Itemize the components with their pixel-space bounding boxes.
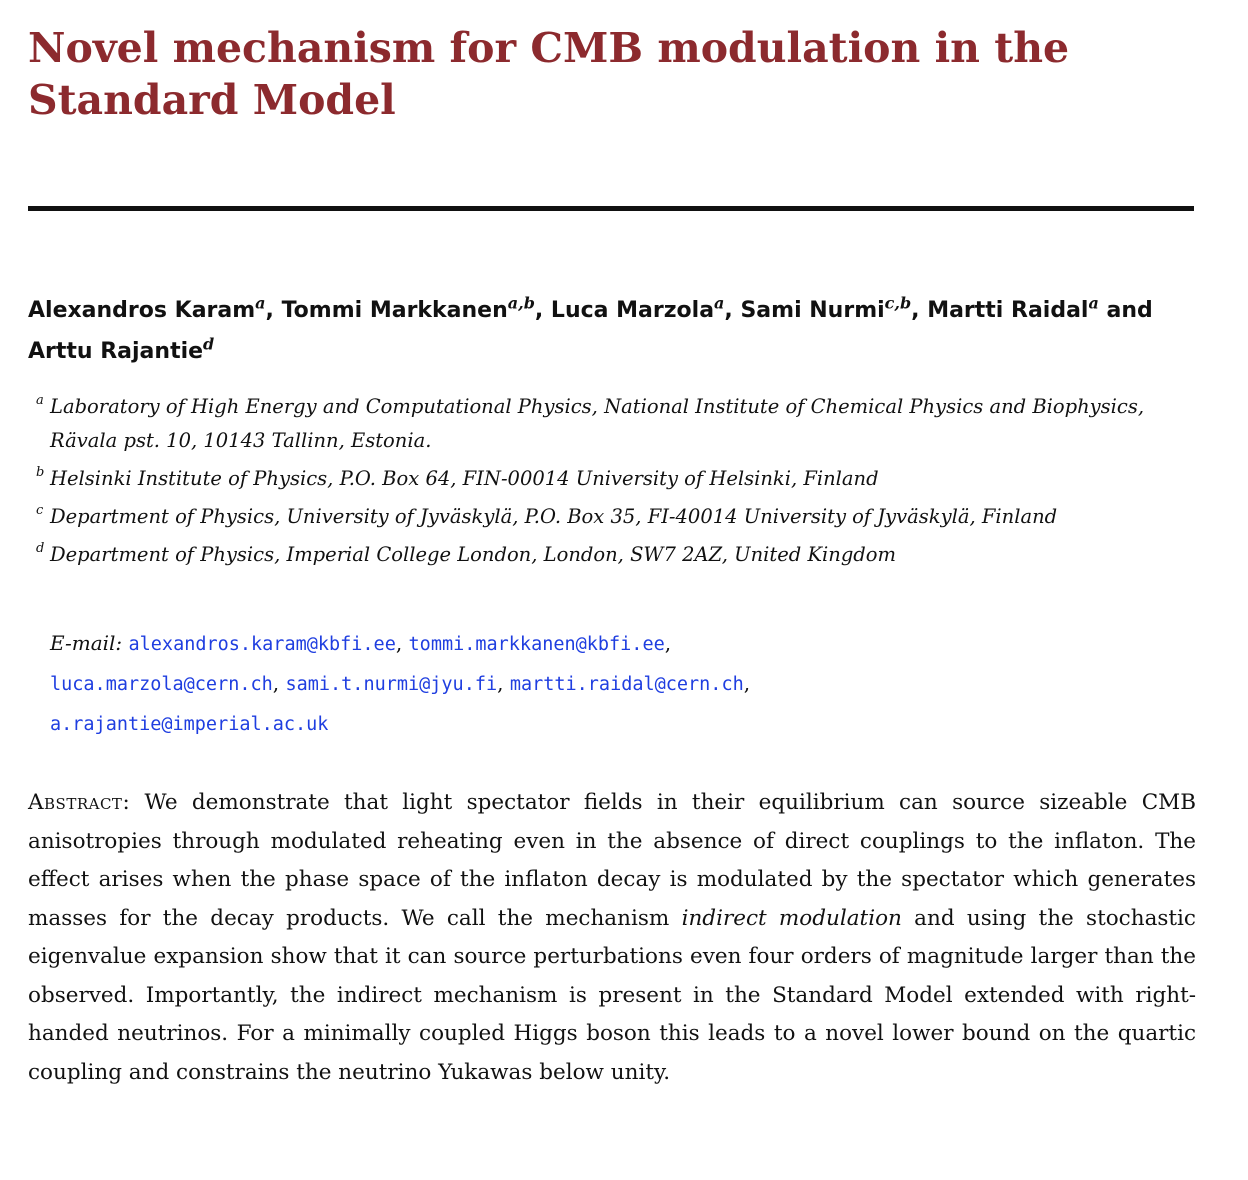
- email-label: E-mail:: [50, 631, 123, 655]
- author-name: Sami Nurmi: [740, 298, 885, 323]
- abstract-text-part2: and using the stochastic eigenvalue expansion show that it can source perturbations even four orders of magnitude larger than the observed. Importantly, the indirect mechanism is present in the Standard Model extended with right-handed neutrinos. For a minimally coupled Higgs boson this leads to a novel lower bound on the quartic coupling and constrains the neutrino Yukawas below unity.: [28, 905, 1196, 1085]
- affiliation-mark: b: [36, 465, 45, 480]
- email-link-marzola[interactable]: luca.marzola@cern.ch: [50, 674, 273, 695]
- affiliation-text: Department of Physics, University of Jyväskylä, P.O. Box 35, FI-40014 University of Jyväskylä, Finland: [50, 505, 1058, 528]
- author-affil-marks: a,b: [507, 293, 535, 313]
- author-affil-marks: a: [255, 293, 266, 313]
- author: [550, 293, 741, 323]
- author-separator: ,: [724, 298, 741, 323]
- abstract-text-part1: We demonstrate that light spectator fields in their equilibrium can source sizeable CMB anisotropies through modulated reheating even in the absence of direct couplings to the inflaton. The effect arises when the phase space of the inflaton decay is modulated by the spectator which generates masses for the decay products. We call the mechanism: [28, 790, 1196, 931]
- author-name: Arttu Rajantie: [28, 339, 204, 364]
- email-link-rajantie[interactable]: a.rajantie@imperial.ac.uk: [50, 714, 329, 735]
- affiliation: [36, 538, 1201, 572]
- abstract-label: Abstract:: [28, 790, 131, 815]
- author-name: Alexandros Karam: [28, 298, 256, 323]
- email-link-karam[interactable]: alexandros.karam@kbfi.ee: [128, 634, 396, 655]
- affiliation-mark: a: [36, 393, 44, 408]
- abstract: [28, 784, 1196, 1092]
- affiliation-list: [36, 390, 1201, 576]
- affiliation-text: Laboratory of High Energy and Computational Physics, National Institute of Chemical Physics and Biophysics, Rävala pst. 10, 10143 Tallinn, Estonia.: [50, 395, 1145, 452]
- affiliation: [36, 500, 1201, 534]
- author-name: Luca Marzola: [550, 298, 715, 323]
- author-affil-marks: d: [203, 334, 215, 354]
- email-link-markkanen[interactable]: tommi.markkanen@kbfi.ee: [408, 634, 665, 655]
- email-list: E-mail: alexandros.karam@kbfi.ee, tommi.markkanen@kbfi.ee, luca.marzola@cern.ch, sami.t.nurmi@jyu.fi, martti.raidal@cern.ch, a.rajantie@imperial.ac.uk: [50, 631, 751, 735]
- author-separator: ,: [534, 298, 551, 323]
- author-separator: ,: [265, 298, 282, 323]
- author-affil-marks: c,b: [884, 293, 912, 313]
- affiliation: [36, 462, 1201, 496]
- email-link-raidal[interactable]: martti.raidal@cern.ch: [509, 674, 744, 695]
- email-link-nurmi[interactable]: sami.t.nurmi@jyu.fi: [285, 674, 498, 695]
- author: [281, 293, 551, 323]
- author: [28, 293, 282, 323]
- abstract-emphasis: indirect modulation: [681, 905, 902, 931]
- paper-title: Novel mechanism for CMB modulation in the Standard Model: [28, 24, 1070, 124]
- author: [740, 293, 928, 323]
- affiliation-mark: d: [36, 541, 45, 556]
- author-separator: and: [1098, 298, 1153, 323]
- author-affil-marks: a: [714, 293, 725, 313]
- author-name: Martti Raidal: [927, 298, 1089, 323]
- title-divider: [28, 206, 1194, 211]
- author-list: [28, 290, 1198, 372]
- affiliation-text: Helsinki Institute of Physics, P.O. Box 64, FIN-00014 University of Helsinki, Finland: [50, 467, 879, 490]
- author-name: Tommi Markkanen: [281, 298, 508, 323]
- author: [927, 293, 1153, 323]
- author-separator: ,: [911, 298, 928, 323]
- author: [28, 334, 215, 364]
- affiliation-text: Department of Physics, Imperial College London, London, SW7 2AZ, United Kingdom: [50, 543, 897, 566]
- author-affil-marks: a: [1088, 293, 1099, 313]
- affiliation: [36, 390, 1201, 458]
- affiliation-mark: c: [36, 503, 44, 518]
